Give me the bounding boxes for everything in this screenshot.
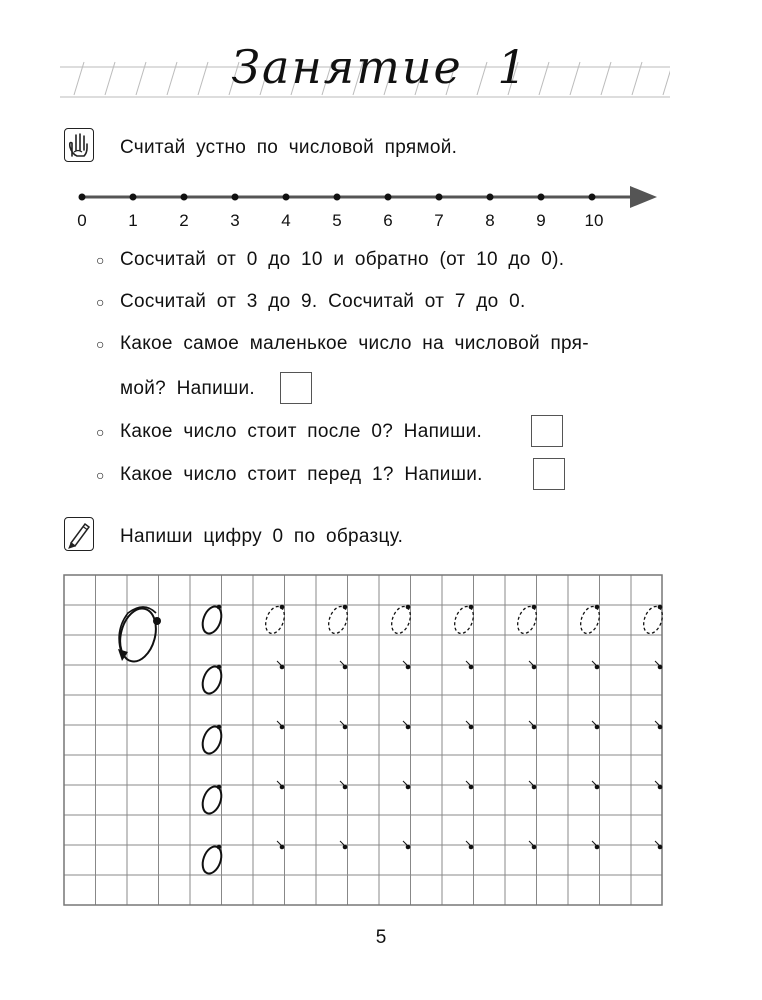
number-line-dot [130,194,137,201]
tick-label: 3 [230,211,240,230]
bullet-text: Какое самое маленькое число на числовой пря- [120,333,589,354]
trace-zero [388,604,414,636]
number-line-dot [538,194,545,201]
tick-label: 9 [536,211,546,230]
answer-box-before-one[interactable] [533,458,565,490]
number-line [70,185,670,213]
number-line-dot [385,194,392,201]
page-number: 5 [375,927,387,948]
bullet-icon: ○ [96,336,105,352]
answer-box-smallest[interactable] [280,372,312,404]
number-line-dot [181,194,188,201]
task2-instruction: Напиши цифру 0 по образцу. [120,526,404,547]
bullet-text-continued: мой? Напиши. [120,378,256,399]
bullet-text: Сосчитай от 0 до 10 и обратно (от 10 до 0). [120,249,565,270]
tick-label: 7 [434,211,444,230]
tick-label: 10 [584,211,604,230]
number-line-dot [283,194,290,201]
trace-zero [325,604,351,636]
bullet-icon: ○ [96,424,105,440]
number-line-dot [79,194,86,201]
answer-box-after-zero[interactable] [531,415,563,447]
sample-zero [199,604,225,636]
tick-label: 5 [332,211,342,230]
tick-label: 1 [128,211,138,230]
sample-zero [199,844,225,876]
number-line-dot [436,194,443,201]
bullet-text: Какое число стоит после 0? Напиши. [120,421,483,442]
number-line-dot [334,194,341,201]
writing-grid[interactable] [62,573,666,909]
bullet-icon: ○ [96,252,105,268]
number-line-dot [589,194,596,201]
tick-label: 4 [281,211,291,230]
sample-zero [199,664,225,696]
number-line-dot [232,194,239,201]
trace-zero [577,604,603,636]
bullet-icon: ○ [96,294,105,310]
tick-label: 6 [383,211,393,230]
tick-label: 0 [77,211,87,230]
bullet-text: Сосчитай от 3 до 9. Сосчитай от 7 до 0. [120,291,526,312]
counting-fingers-icon [64,128,94,162]
trace-zero [262,604,288,636]
sample-zero [199,724,225,756]
trace-zero [514,604,540,636]
tick-label: 8 [485,211,495,230]
number-line-dot [487,194,494,201]
trace-zero [451,604,477,636]
page-title: Занятие 1 [231,40,529,94]
bullet-icon: ○ [96,467,105,483]
bullet-text: Какое число стоит перед 1? Напиши. [120,464,483,485]
sample-zero [199,784,225,816]
task1-instruction: Считай устно по числовой прямой. [120,137,458,158]
tick-label: 2 [179,211,189,230]
pencil-icon [64,517,94,551]
